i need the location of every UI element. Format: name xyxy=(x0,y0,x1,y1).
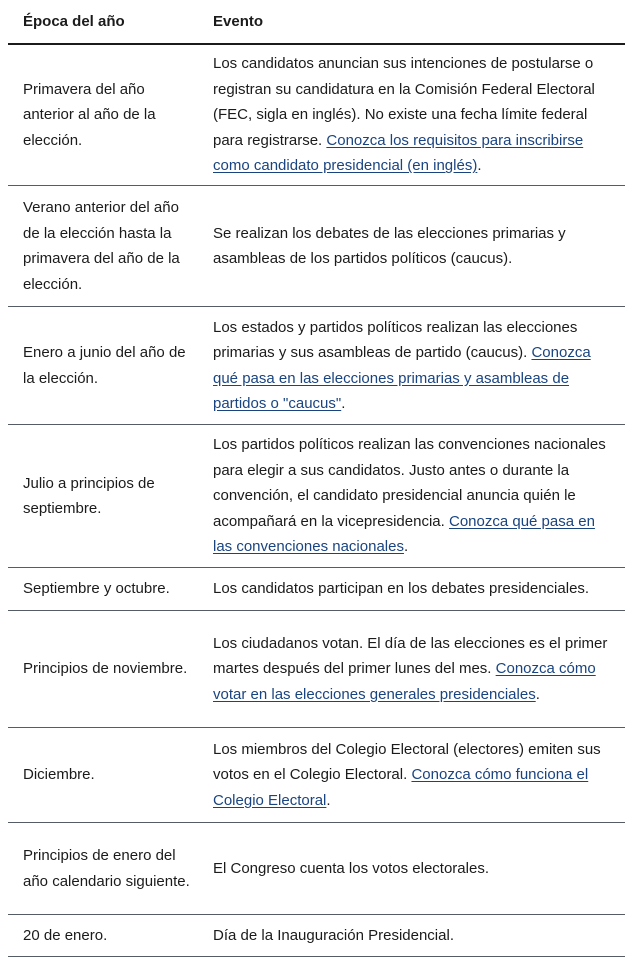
event-text: Los candidatos anuncian sus intenciones de postularse o registran su candidatura en la Comisión Federal Electoral (FEC, sigla en inglés). No existe una fecha límite federal para registrarse. xyxy=(213,55,595,149)
event-tail: . xyxy=(477,157,482,175)
event-cell xyxy=(213,611,618,727)
event-cell xyxy=(213,186,618,306)
event-cell xyxy=(213,823,618,914)
event-text: Los miembros del Colegio Electoral (electores) emiten sus votos en el Colegio Electoral. xyxy=(213,740,601,784)
period-cell: Primavera del año anterior al año de la elección. xyxy=(23,80,156,149)
primaries-caucus-link[interactable]: Conozca qué pasa en las elecciones primarias y asambleas de partidos o "caucus" xyxy=(213,344,591,412)
how-to-vote-link[interactable]: Conozca cómo votar en las elecciones generales presidenciales xyxy=(213,660,596,703)
period-cell: Enero a junio del año de la elección. xyxy=(23,344,186,387)
table-row xyxy=(8,425,625,568)
event-text: Día de la Inauguración Presidencial. xyxy=(213,926,454,944)
event-text: Los candidatos participan en los debates presidenciales. xyxy=(213,580,590,598)
electoral-college-link[interactable]: Conozca cómo funciona el Colegio Electoral xyxy=(213,766,589,809)
table-row xyxy=(8,45,625,186)
table-row xyxy=(8,611,625,728)
event-tail: . xyxy=(326,791,331,809)
table-row xyxy=(8,307,625,425)
event-cell xyxy=(213,915,618,956)
event-cell xyxy=(213,568,618,610)
period-cell: Julio a principios de septiembre. xyxy=(23,474,155,517)
event-text: Los partidos políticos realizan las convenciones nacionales para elegir a sus candidatos. Justo antes o durante la convención, el candidato presidencial anuncia quién le acompañará en la vicepresidencia. xyxy=(213,436,606,530)
header-period: Época del año xyxy=(23,12,125,30)
event-text: Los estados y partidos políticos realizan las elecciones primarias y sus asambleas de partido (caucus). xyxy=(213,318,578,361)
event-text: Se realizan los debates de las elecciones primarias y asambleas de los partidos políticos (caucus). xyxy=(213,224,566,267)
event-text: El Congreso cuenta los votos electorales. xyxy=(213,859,489,877)
event-tail: . xyxy=(403,538,409,556)
period-cell: Verano anterior del año de la elección hasta la primavera del año de la elección. xyxy=(23,199,180,293)
event-cell xyxy=(213,45,618,185)
event-cell xyxy=(213,425,618,567)
event-cell xyxy=(213,307,618,424)
event-cell xyxy=(213,728,618,822)
table-row xyxy=(8,568,625,611)
fec-requirements-link[interactable]: Conozca los requisitos para inscribirse como candidato presidencial (en inglés) xyxy=(213,131,584,175)
header-event: Evento xyxy=(213,12,264,30)
table-row xyxy=(8,915,625,957)
event-tail: . xyxy=(535,685,540,703)
table-row xyxy=(8,728,625,823)
national-conventions-link[interactable]: Conozca qué pasa en las convenciones nacionales xyxy=(213,512,595,556)
period-cell: Diciembre. xyxy=(23,766,95,784)
period-cell: Septiembre y octubre. xyxy=(23,580,170,598)
table-row xyxy=(8,186,625,307)
period-cell: Principios de enero del año calendario siguiente. xyxy=(23,847,190,890)
period-cell: 20 de enero. xyxy=(23,926,108,944)
table-row xyxy=(8,823,625,915)
election-timeline-table xyxy=(8,0,625,957)
period-cell: Principios de noviembre. xyxy=(23,660,188,678)
event-text: Los ciudadanos votan. El día de las elecciones es el primer martes después del primer lunes del mes. xyxy=(213,634,608,678)
event-tail: . xyxy=(341,395,346,412)
table-header-row xyxy=(8,0,625,45)
